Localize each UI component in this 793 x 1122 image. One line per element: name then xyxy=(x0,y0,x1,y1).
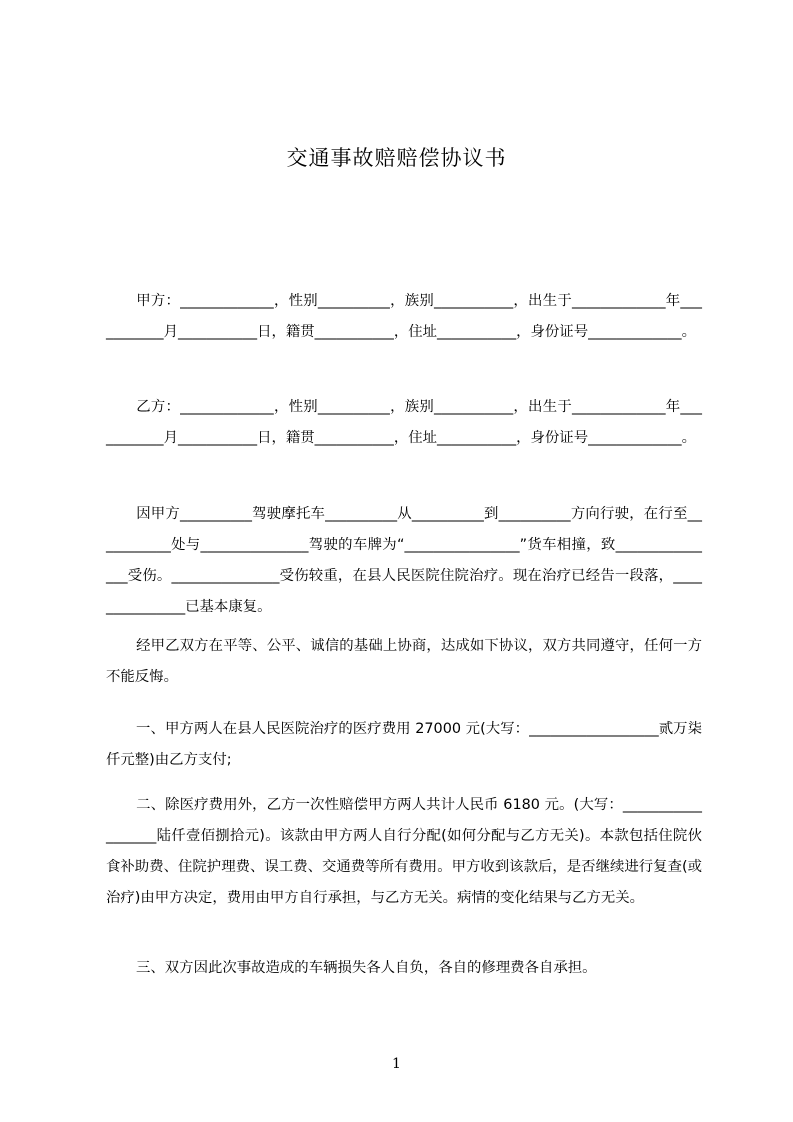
clause-1-paragraph xyxy=(106,714,702,776)
incident-text: 因甲方__________驾驶摩托车__________从__________到__________方向行驶，在行至___________处与_______________驾驶的车牌为“________________”货车相撞，致_______________受伤。_______________受伤较重，在县人民医院住院治疗。现在治疗已经告一段落，_______________已基本康复。 xyxy=(106,506,702,615)
clause-2-text: 二、除医疗费用外，乙方一次性赔偿甲方两人共计人民币 6180 元。(大写：__________________陆仟壹佰捌拾元)。该款由甲方两人自行分配(如何分配与乙方无关)。本款包括住院伙食补助费、住院护理费、误工费、交通费等所有费用。甲方收到该款后，是否继续进行复查(或治疗)由甲方决定，费用由甲方自行承担，与乙方无关。病情的变化结果与乙方无关。 xyxy=(106,797,702,906)
party-b-text: 乙方：_____________，性别__________，族别___________，出生于_____________年___________月___________日，籍贯___________，住址___________，身份证号_____________。 xyxy=(106,399,702,446)
party-a-text: 甲方：_____________，性别__________，族别___________，出生于_____________年___________月___________日，籍贯___________，住址___________，身份证号_____________。 xyxy=(106,293,702,340)
party-a-paragraph xyxy=(106,286,702,348)
clause-3-paragraph xyxy=(106,953,702,984)
agreement-intro-text: 经甲乙双方在平等、公平、诚信的基础上协商，达成如下协议，双方共同遵守，任何一方不能反悔。 xyxy=(106,638,702,685)
clause-2-paragraph xyxy=(106,790,702,914)
party-b-paragraph xyxy=(106,392,702,454)
document-title: 交通事故赔赔偿协议书 xyxy=(286,146,507,170)
agreement-intro-paragraph xyxy=(106,631,702,693)
incident-paragraph xyxy=(106,499,702,623)
clause-3-text: 三、双方因此次事故造成的车辆损失各人自负，各自的修理费各自承担。 xyxy=(136,960,597,976)
clause-1-text: 一、甲方两人在县人民医院治疗的医疗费用 27000 元(大写：__________________贰万柒仟元整)由乙方支付; xyxy=(106,721,702,768)
page-number: 1 xyxy=(392,1056,401,1072)
